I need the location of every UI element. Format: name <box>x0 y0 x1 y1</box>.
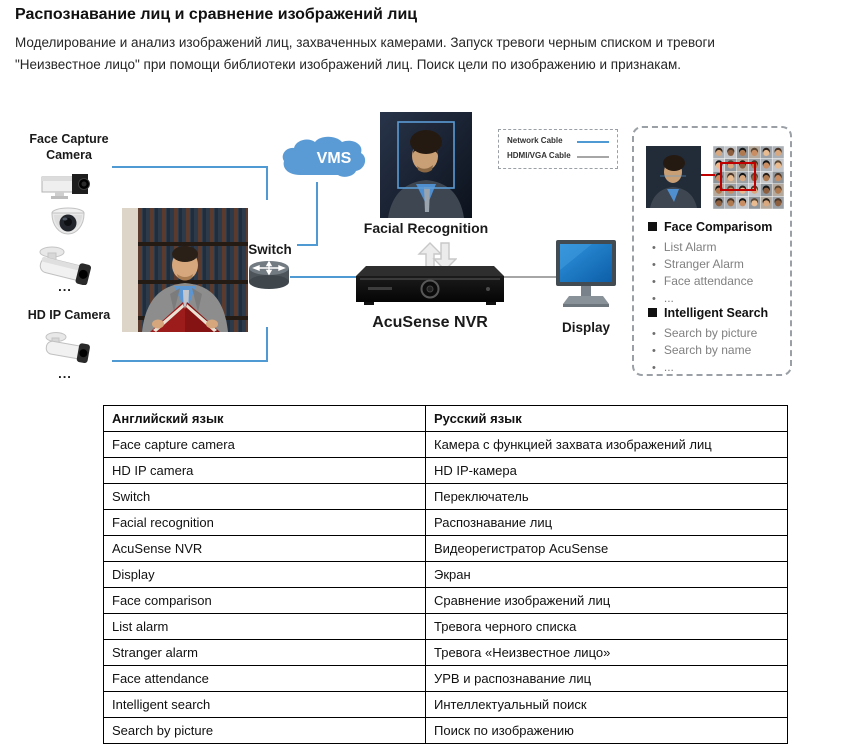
match-line <box>701 174 715 176</box>
display-monitor-icon <box>556 240 618 312</box>
nvr-device <box>356 262 504 306</box>
header-english: Английский язык <box>104 406 426 432</box>
surveillance-scene-photo <box>122 208 248 332</box>
face-comparison-section-title: Face Comparisom <box>648 220 772 234</box>
table-row: AcuSense NVR Видеорегистратор AcuSense <box>104 536 788 562</box>
description-line-2: "Неизвестное лицо" при помощи библиотеки изображений лиц. Поиск цели по изображению и признакам. <box>15 57 682 72</box>
network-line-vms-vertical <box>316 182 318 246</box>
ellipsis-face-capture: ... <box>58 279 72 294</box>
ellipsis-hd-ip: ... <box>58 366 72 381</box>
table-row: Intelligent search Интеллектуальный поиск <box>104 692 788 718</box>
list-item: • Stranger Alarm <box>652 257 744 271</box>
intelligent-search-section-title: Intelligent Search <box>648 306 768 320</box>
table-row: HD IP camera HD IP-камера <box>104 458 788 484</box>
table-row: Face capture camera Камера с функцией захвата изображений лиц <box>104 432 788 458</box>
hd-ip-camera-label: HD IP Camera <box>27 308 111 322</box>
list-item: • List Alarm <box>652 240 717 254</box>
facial-recognition-photo <box>380 112 472 218</box>
list-item: • Face attendance <box>652 274 754 288</box>
square-bullet-icon <box>648 222 657 231</box>
page-title: Распознавание лиц и сравнение изображений лиц <box>15 6 418 23</box>
feature-panel <box>632 126 792 376</box>
table-row: List alarm Тревога черного списка <box>104 614 788 640</box>
list-item: • ... <box>652 291 674 305</box>
network-cable-swatch <box>577 141 609 143</box>
network-line-top-horizontal <box>112 166 268 168</box>
table-row: Search by picture Поиск по изображению <box>104 718 788 744</box>
matched-face-box <box>720 162 756 191</box>
network-cable-label: Network Cable <box>507 136 563 145</box>
captured-face-photo <box>646 146 701 208</box>
network-line-top-vertical <box>266 166 268 200</box>
page-description <box>15 32 827 76</box>
switch-label: Switch <box>248 242 292 257</box>
table-row: Switch Переключатель <box>104 484 788 510</box>
table-row: Facial recognition Распознавание лиц <box>104 510 788 536</box>
list-item: • Search by name <box>652 343 752 357</box>
square-bullet-icon <box>648 308 657 317</box>
network-line-bottom-horizontal <box>112 360 268 362</box>
dot-bullet-icon: • <box>652 293 656 305</box>
network-line-vms-horizontal <box>297 244 318 246</box>
face-capture-camera-label: Face Capture Camera <box>29 132 109 162</box>
hdmi-vga-cable-swatch <box>577 156 609 158</box>
switch-icon <box>248 259 290 291</box>
table-row: Face comparison Сравнение изображений лиц <box>104 588 788 614</box>
network-line-switch-nvr <box>290 276 357 278</box>
table-row: Display Экран <box>104 562 788 588</box>
list-item: • Search by picture <box>652 326 758 340</box>
bullet-camera-small-icon <box>40 329 96 365</box>
dot-bullet-icon: • <box>652 345 656 357</box>
facial-recognition-label: Facial Recognition <box>363 220 489 236</box>
dome-camera-icon <box>46 205 90 241</box>
nvr-label: AcuSense NVR <box>372 314 488 331</box>
dot-bullet-icon: • <box>652 362 656 374</box>
cable-legend <box>498 129 618 169</box>
header-russian: Русский язык <box>426 406 788 432</box>
dot-bullet-icon: • <box>652 242 656 254</box>
dot-bullet-icon: • <box>652 328 656 340</box>
dot-bullet-icon: • <box>652 276 656 288</box>
dot-bullet-icon: • <box>652 259 656 271</box>
table-header-row <box>104 406 788 432</box>
vms-cloud-icon <box>276 133 368 183</box>
table-row: Face attendance УРВ и распознавание лиц <box>104 666 788 692</box>
hdmi-vga-cable-label: HDMI/VGA Cable <box>507 151 571 160</box>
network-line-bottom-vertical <box>266 327 268 362</box>
translation-table <box>103 405 788 744</box>
display-label: Display <box>561 320 611 335</box>
vms-label: VMS <box>316 150 352 167</box>
hdmi-line-nvr-display <box>504 276 556 278</box>
list-item: • ... <box>652 360 674 374</box>
description-line-1: Моделирование и анализ изображений лиц, захваченных камерами. Запуск тревоги черным списком и тревоги <box>15 35 715 50</box>
box-camera-icon <box>38 168 94 202</box>
table-row: Stranger alarm Тревога «Неизвестное лицо» <box>104 640 788 666</box>
